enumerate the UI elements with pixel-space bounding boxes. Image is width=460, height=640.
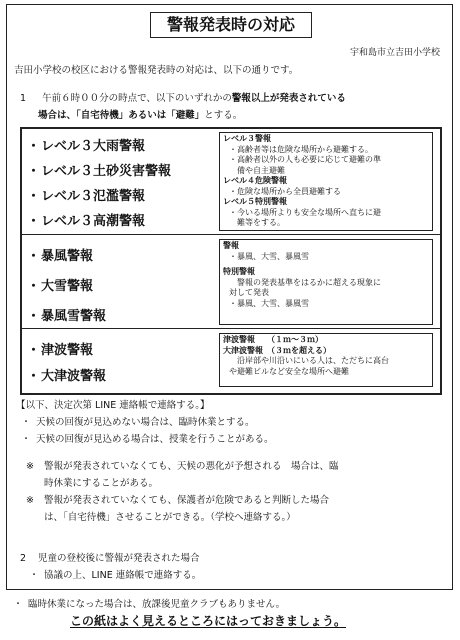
section-2-line: 協議の上、LINE 連絡帳で連絡する。: [44, 570, 202, 581]
note-weather-cont: 時休業にすることがある。: [44, 478, 159, 489]
warning-group-tsunami: [22, 329, 440, 393]
warning-item: ・暴風警報: [27, 249, 94, 264]
description-line: 対して発表: [229, 288, 269, 297]
description-line: 沿岸部や川沿いにいる人は、ただちに高台: [237, 356, 389, 365]
note-classes: ・ 天候の回復が見込める場合は、授業を行うことがある。: [21, 434, 274, 445]
line-notice: 【以下、決定次第 LINE 連絡帳で連絡する。】: [16, 400, 210, 411]
page-title: 警報発表時の対応: [150, 12, 312, 38]
section-2-number: 2: [20, 553, 27, 564]
description-line: や避難ビルなど安全な場所へ避難: [229, 366, 349, 376]
section-1-line1-bold: 警報以上が発表されている: [231, 93, 346, 104]
note-weather: ※ 警報が発表されていなくても、天候の悪化が予想される 場合は、臨: [26, 461, 339, 472]
warning-item: ・大雪警報: [27, 279, 94, 294]
description-line: レベル４危険警報: [223, 176, 287, 185]
description-line: 警報の発表基準をはるかに超える現象に: [229, 277, 381, 287]
footer-note: ・ 臨時休業になった場合は、放課後児童クラブもありません。: [13, 599, 286, 610]
description-line: レベル３警報: [223, 134, 271, 143]
description-line: ・暴風、大雪、暴風雪: [229, 298, 309, 308]
description-line: 大津波警報 （３ｍを超える）: [223, 345, 331, 355]
note-guardian: ※ 警報が発表されていなくても、保護者が危険であると判断した場合: [26, 495, 330, 506]
warning-item: ・レベル３氾濫警報: [27, 189, 146, 204]
description-line: 特別警報: [223, 267, 255, 276]
section-1-line1: 午前６時００分の時点で、以下のいずれかの: [42, 93, 232, 104]
warning-item: ・レベル３高潮警報: [27, 214, 146, 229]
description-line: 津波警報 （１ｍ～３ｍ）: [223, 335, 323, 344]
description-line: ・危険な場所から全員避難する: [229, 186, 341, 196]
note-guardian-cont: は、「自宅待機」させることができる。（学校へ連絡する。）: [44, 512, 296, 523]
school-name: 宇和島市立吉田小学校: [349, 48, 440, 58]
section-2-title: 児童の登校後に警報が発表された場合: [38, 553, 200, 564]
storm-warning-description: [219, 239, 433, 325]
footer-reminder: この紙はよく見えるところにはっておきましょう。: [70, 614, 347, 628]
warning-group-storm: [22, 235, 440, 329]
tsunami-warning-description: [219, 333, 433, 387]
description-line: ・暴風、大雪、暴風雪: [229, 251, 309, 261]
description-line: 警報: [223, 241, 239, 250]
description-line: ・高齢者以外の人も必要に応じて避難の準: [229, 155, 381, 164]
section-1-line2: とする。: [204, 110, 243, 121]
intro-text: 吉田小学校の校区における警報発表時の対応は、以下の通りです。: [14, 65, 299, 76]
warning-item: ・大津波警報: [27, 369, 107, 384]
description-line: ・今いる場所よりも安全な場所へ直ちに避: [229, 207, 381, 217]
section-1-line2-bold: 場合は、「自宅待機」あるいは「避難」: [38, 110, 205, 121]
description-line: レベル５特別警報: [223, 197, 287, 206]
section-2: 2 児童の登校後に警報が発表された場合 ・ 協議の上、LINE 連絡帳で連絡する。: [20, 553, 202, 581]
warning-item: ・レベル３土砂災害警報: [27, 164, 172, 179]
section-1: [20, 90, 450, 124]
warning-item: ・レベル３大雨警報: [27, 139, 146, 154]
description-line: 難等をする。: [237, 218, 285, 227]
warning-item: ・津波警報: [27, 343, 94, 358]
description-line: ・高齢者等は危険な場所から避難する。: [229, 144, 373, 154]
warning-group-level: [22, 129, 440, 235]
section-1-number: 1: [20, 93, 27, 104]
description-line: 備や自主避難: [237, 165, 285, 175]
after-table-notes: [16, 397, 448, 526]
warning-table: [20, 127, 442, 395]
level-warning-description: [219, 132, 433, 231]
warning-item: ・暴風雪警報: [27, 309, 107, 324]
note-closure: ・ 天候の回復が見込めない場合は、臨時休業とする。: [21, 417, 255, 428]
